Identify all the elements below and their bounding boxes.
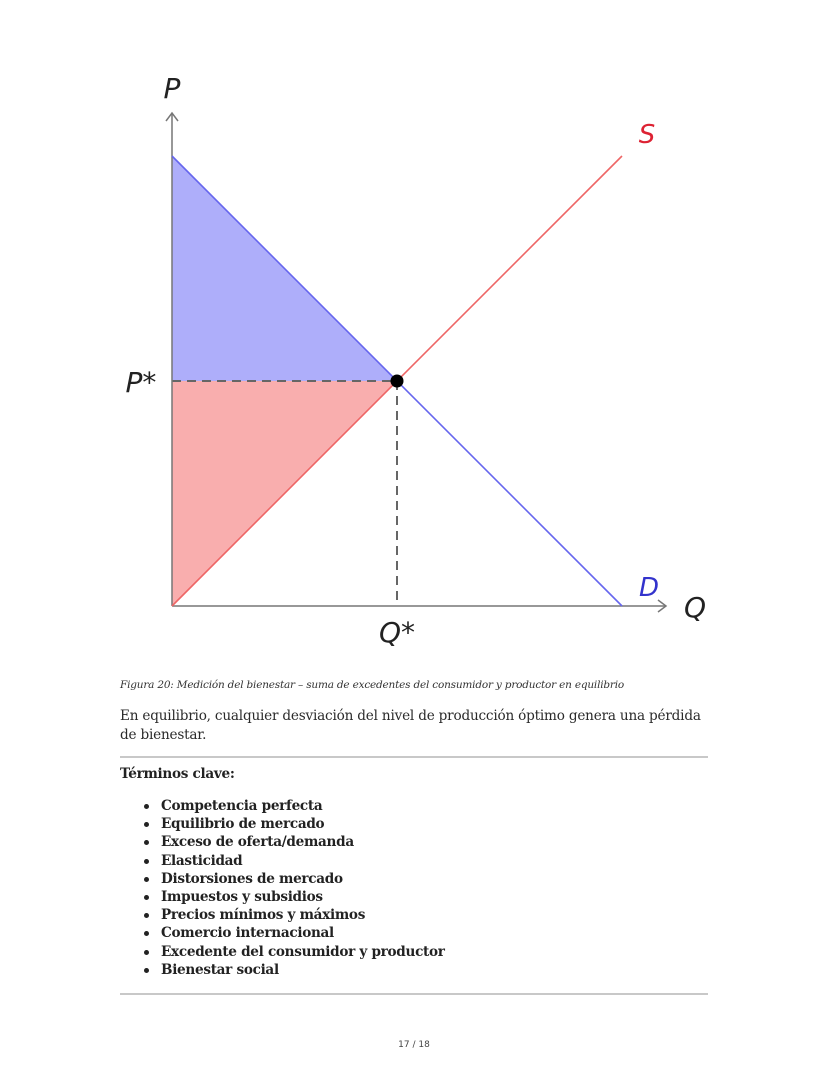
key-term-item bbox=[144, 888, 445, 906]
key-term-item bbox=[144, 797, 445, 815]
page-number: 17 / 18 bbox=[398, 1040, 430, 1050]
key-term-label: Impuestos y subsidios bbox=[161, 889, 323, 906]
key-terms-list bbox=[144, 797, 445, 979]
equilibrium-point bbox=[391, 375, 404, 388]
key-term-label: Precios mínimos y máximos bbox=[161, 907, 366, 924]
divider-bottom bbox=[120, 993, 708, 995]
key-term-item bbox=[144, 906, 445, 924]
key-term-label: Excedente del consumidor y productor bbox=[161, 943, 445, 960]
key-term-label: Competencia perfecta bbox=[161, 798, 323, 814]
key-term-item bbox=[144, 833, 445, 851]
key-term-item bbox=[144, 815, 445, 833]
key-term-label: Distorsiones de mercado bbox=[161, 870, 343, 887]
supply-label: S bbox=[638, 120, 656, 150]
figure-caption: Figura 20: Medición del bienestar – suma de excedentes del consumidor y productor en equilibrio bbox=[120, 679, 625, 691]
key-term-item bbox=[144, 852, 445, 870]
key-term-item bbox=[144, 961, 445, 979]
demand-label: D bbox=[638, 573, 660, 603]
equilibrium-quantity-label: Q* bbox=[378, 616, 416, 649]
bullet-icon bbox=[144, 913, 149, 918]
bullet-icon bbox=[144, 968, 149, 973]
key-term-label: Comercio internacional bbox=[161, 925, 334, 942]
bullet-icon bbox=[144, 804, 149, 809]
key-term-label: Exceso de oferta/demanda bbox=[161, 834, 354, 851]
key-terms-title: Términos clave: bbox=[120, 766, 235, 782]
key-term-label: Bienestar social bbox=[161, 961, 279, 978]
bullet-icon bbox=[144, 859, 149, 864]
bullet-icon bbox=[144, 950, 149, 955]
bullet-icon bbox=[144, 840, 149, 845]
key-term-label: Elasticidad bbox=[161, 852, 243, 869]
bullet-icon bbox=[144, 822, 149, 827]
bullet-icon bbox=[144, 895, 149, 900]
price-axis-label: P bbox=[163, 72, 181, 105]
quantity-axis-label: Q bbox=[683, 591, 707, 624]
key-term-item bbox=[144, 870, 445, 888]
divider-top bbox=[120, 756, 708, 758]
key-term-label: Equilibrio de mercado bbox=[161, 816, 325, 833]
body-paragraph: En equilibrio, cualquier desviación del nivel de producción óptimo genera una pérdida de bienestar. bbox=[120, 708, 701, 743]
bullet-icon bbox=[144, 877, 149, 882]
equilibrium-price-label: P* bbox=[125, 366, 157, 399]
key-term-item bbox=[144, 924, 445, 942]
bullet-icon bbox=[144, 931, 149, 936]
key-term-item bbox=[144, 943, 445, 961]
